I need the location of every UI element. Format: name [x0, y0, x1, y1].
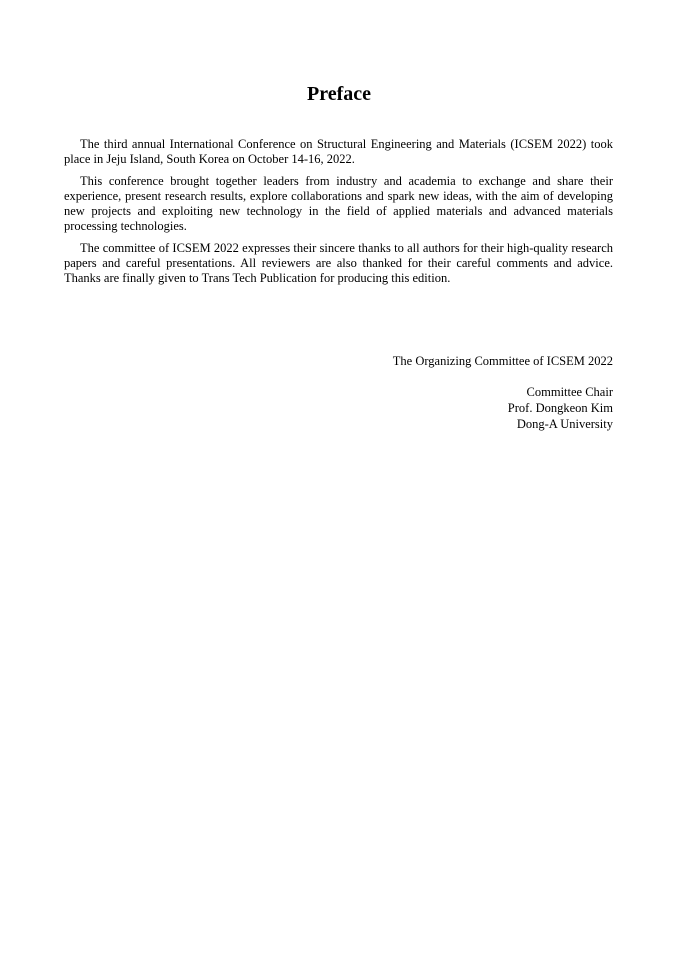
paragraph-thanks: The committee of ICSEM 2022 expresses their sincere thanks to all authors for their high-quality research papers and careful presentations. All reviewers are also thanked for their careful comments and advice. Thanks are finally given to Trans Tech Publication for producing this edition. — [64, 241, 613, 285]
signature-name: Prof. Dongkeon Kim — [507, 401, 613, 415]
paragraph-purpose: This conference brought together leaders from industry and academia to exchange and share their experience, present research results, explore collaborations and spark new ideas, with the aim of developing new projects and exploiting new technology in the field of applied materials and advanced materials processing technologies. — [64, 174, 613, 233]
paragraph-intro: The third annual International Conference on Structural Engineering and Materials (ICSEM 2022) took place in Jeju Island, South Korea on October 14-16, 2022. — [64, 137, 613, 166]
preface-body — [64, 137, 613, 293]
page-title: Preface — [306, 83, 372, 105]
signature-block — [393, 353, 613, 432]
signature-role: Committee Chair — [526, 385, 613, 399]
signature-affiliation: Dong-A University — [516, 417, 613, 431]
signature-committee: The Organizing Committee of ICSEM 2022 — [392, 354, 613, 368]
